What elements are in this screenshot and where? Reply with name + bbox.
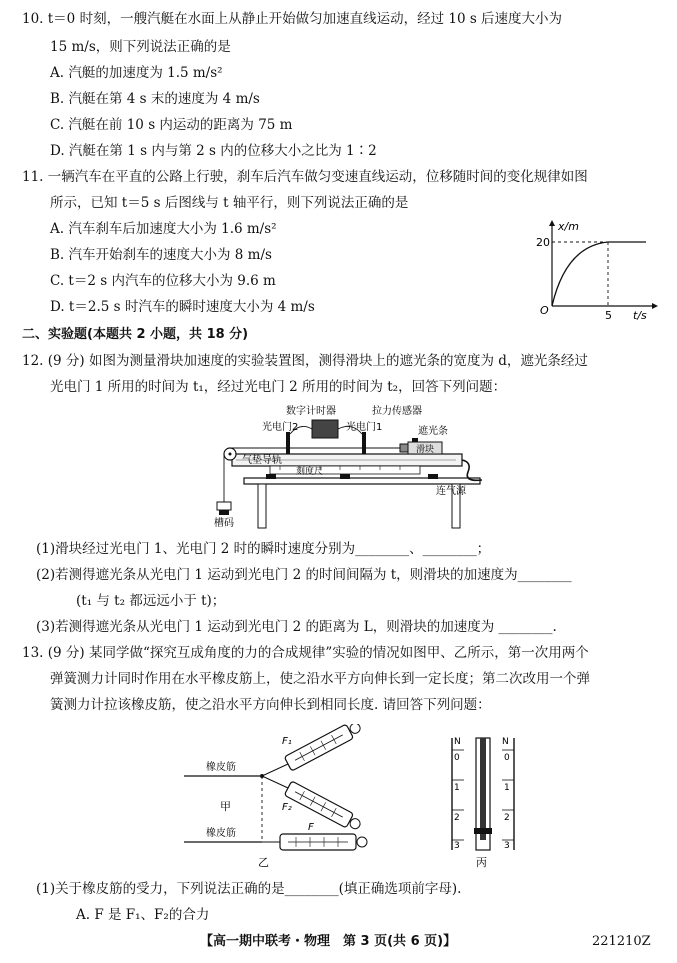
weight-label: 槽码 <box>214 518 234 529</box>
q13-stem-line2: 弹簧测力计同时作用在水平橡皮筋上，使之沿水平方向伸长到一定长度；第二次改用一个弹 <box>50 671 590 687</box>
graph-ylabel: x/m <box>558 220 579 233</box>
band1-label: 橡皮筋 <box>206 762 236 773</box>
q11-option-d: D. t＝2.5 s 时汽车的瞬时速度大小为 4 m/s <box>50 299 315 315</box>
scale-n-left: N <box>454 737 461 747</box>
footer-code: 221210Z <box>592 934 651 949</box>
q10-stem-line2: 15 m/s，则下列说法正确的是 <box>50 39 231 55</box>
q11-displacement-graph <box>528 218 658 322</box>
q11-option-c: C. t＝2 s 内汽车的位移大小为 9.6 m <box>50 273 276 289</box>
q11-stem-line2: 所示，已知 t＝5 s 后图线与 t 轴平行，则下列说法正确的是 <box>50 195 409 211</box>
q12-part1: (1)滑块经过光电门 1、光电门 2 时的瞬时速度分别为________、________； <box>36 541 491 557</box>
q10-option-a: A. 汽艇的加速度为 1.5 m/s² <box>50 65 223 81</box>
slider-label: 滑块 <box>416 445 435 455</box>
scale-n-right: N <box>502 737 509 747</box>
q11-stem-line1: 11. 一辆汽车在平直的公路上行驶，刹车后汽车做匀变速直线运动，位移随时间的变化规律如图 <box>22 169 588 185</box>
bing-label: 丙 <box>476 856 487 869</box>
f-label: F <box>308 822 314 833</box>
graph-ytick: 20 <box>536 236 550 249</box>
q12-part2-line1: (2)若测得遮光条从光电门 1 运动到光电门 2 的时间间隔为 t，则滑块的加速度为________ <box>36 567 572 583</box>
scale-tick-0-right: 0 <box>504 753 510 763</box>
q12-part2-line2: (t₁ 与 t₂ 都远远小于 t)； <box>76 593 226 609</box>
shade-label: 遮光条 <box>418 426 448 437</box>
air-label: 连气源 <box>436 486 466 497</box>
footer-title: 【高一期中联考・物理 第 3 页(共 6 页)】 <box>200 934 457 949</box>
q10-option-c: C. 汽艇在前 10 s 内运动的距离为 75 m <box>50 117 293 133</box>
q13-option-a: A. F 是 F₁、F₂的合力 <box>76 907 210 923</box>
gate2-label: 光电门2 <box>262 422 299 433</box>
sensor-label: 拉力传感器 <box>372 406 422 417</box>
q10-option-b: B. 汽艇在第 4 s 末的速度为 4 m/s <box>50 91 260 107</box>
scale-tick-3-left: 3 <box>454 841 460 851</box>
q11-option-b: B. 汽车开始刹车的速度大小为 8 m/s <box>50 247 272 263</box>
jia-label: 甲 <box>220 800 231 813</box>
f2-label: F₂ <box>282 802 292 813</box>
q11-option-a: A. 汽车刹车后加速度大小为 1.6 m/s² <box>50 221 277 237</box>
q12-apparatus-figure <box>200 402 490 530</box>
graph-xtick: 5 <box>605 309 612 322</box>
q13-force-figure <box>180 724 380 870</box>
q13-stem-line3: 簧测力计拉该橡皮筋，使之沿水平方向伸长到相同长度. 请回答下列问题： <box>50 697 491 713</box>
f1-label: F₁ <box>282 736 292 747</box>
rail-label: 气垫导轨 <box>242 455 282 466</box>
scale-tick-2-right: 2 <box>504 813 510 823</box>
scale-tick-0-left: 0 <box>454 753 460 763</box>
section-title: 二、实验题(本题共 2 小题，共 18 分) <box>22 327 249 342</box>
q10-stem-line1: 10. t＝0 时刻，一艘汽艇在水面上从静止开始做匀加速直线运动，经过 10 s 后速度大小为 <box>22 11 563 27</box>
page-footer <box>0 933 677 955</box>
timer-label: 数字计时器 <box>286 406 336 417</box>
q10-option-d: D. 汽艇在第 1 s 内与第 2 s 内的位移大小之比为 1∶2 <box>50 143 377 159</box>
scale-tick-1-right: 1 <box>504 783 510 793</box>
q13-part1: (1)关于橡皮筋的受力，下列说法正确的是________(填正确选项前字母). <box>36 881 462 897</box>
band2-label: 橡皮筋 <box>206 828 236 839</box>
q13-scale-reading-figure <box>438 734 528 870</box>
graph-xlabel: t/s <box>633 309 647 322</box>
yi-label: 乙 <box>258 856 269 869</box>
q12-stem-line2: 光电门 1 所用的时间为 t₁，经过光电门 2 所用的时间为 t₂，回答下列问题： <box>50 379 507 395</box>
ruler-label: 刻度尺 <box>296 467 324 477</box>
gate1-label: 光电门1 <box>346 422 383 433</box>
scale-tick-1-left: 1 <box>454 783 460 793</box>
q12-part3: (3)若测得遮光条从光电门 1 运动到光电门 2 的距离为 L，则滑块的加速度为 ________. <box>36 619 557 635</box>
graph-origin: O <box>540 304 549 317</box>
q12-stem-line1: 12. (9 分) 如图为测量滑块加速度的实验装置图，测得滑块上的遮光条的宽度为 d，遮光条经过 <box>22 353 588 369</box>
scale-tick-3-right: 3 <box>504 841 510 851</box>
q13-stem-line1: 13. (9 分) 某同学做“探究互成角度的力的合成规律”实验的情况如图甲、乙所示，第一次用两个 <box>22 645 589 661</box>
scale-tick-2-left: 2 <box>454 813 460 823</box>
